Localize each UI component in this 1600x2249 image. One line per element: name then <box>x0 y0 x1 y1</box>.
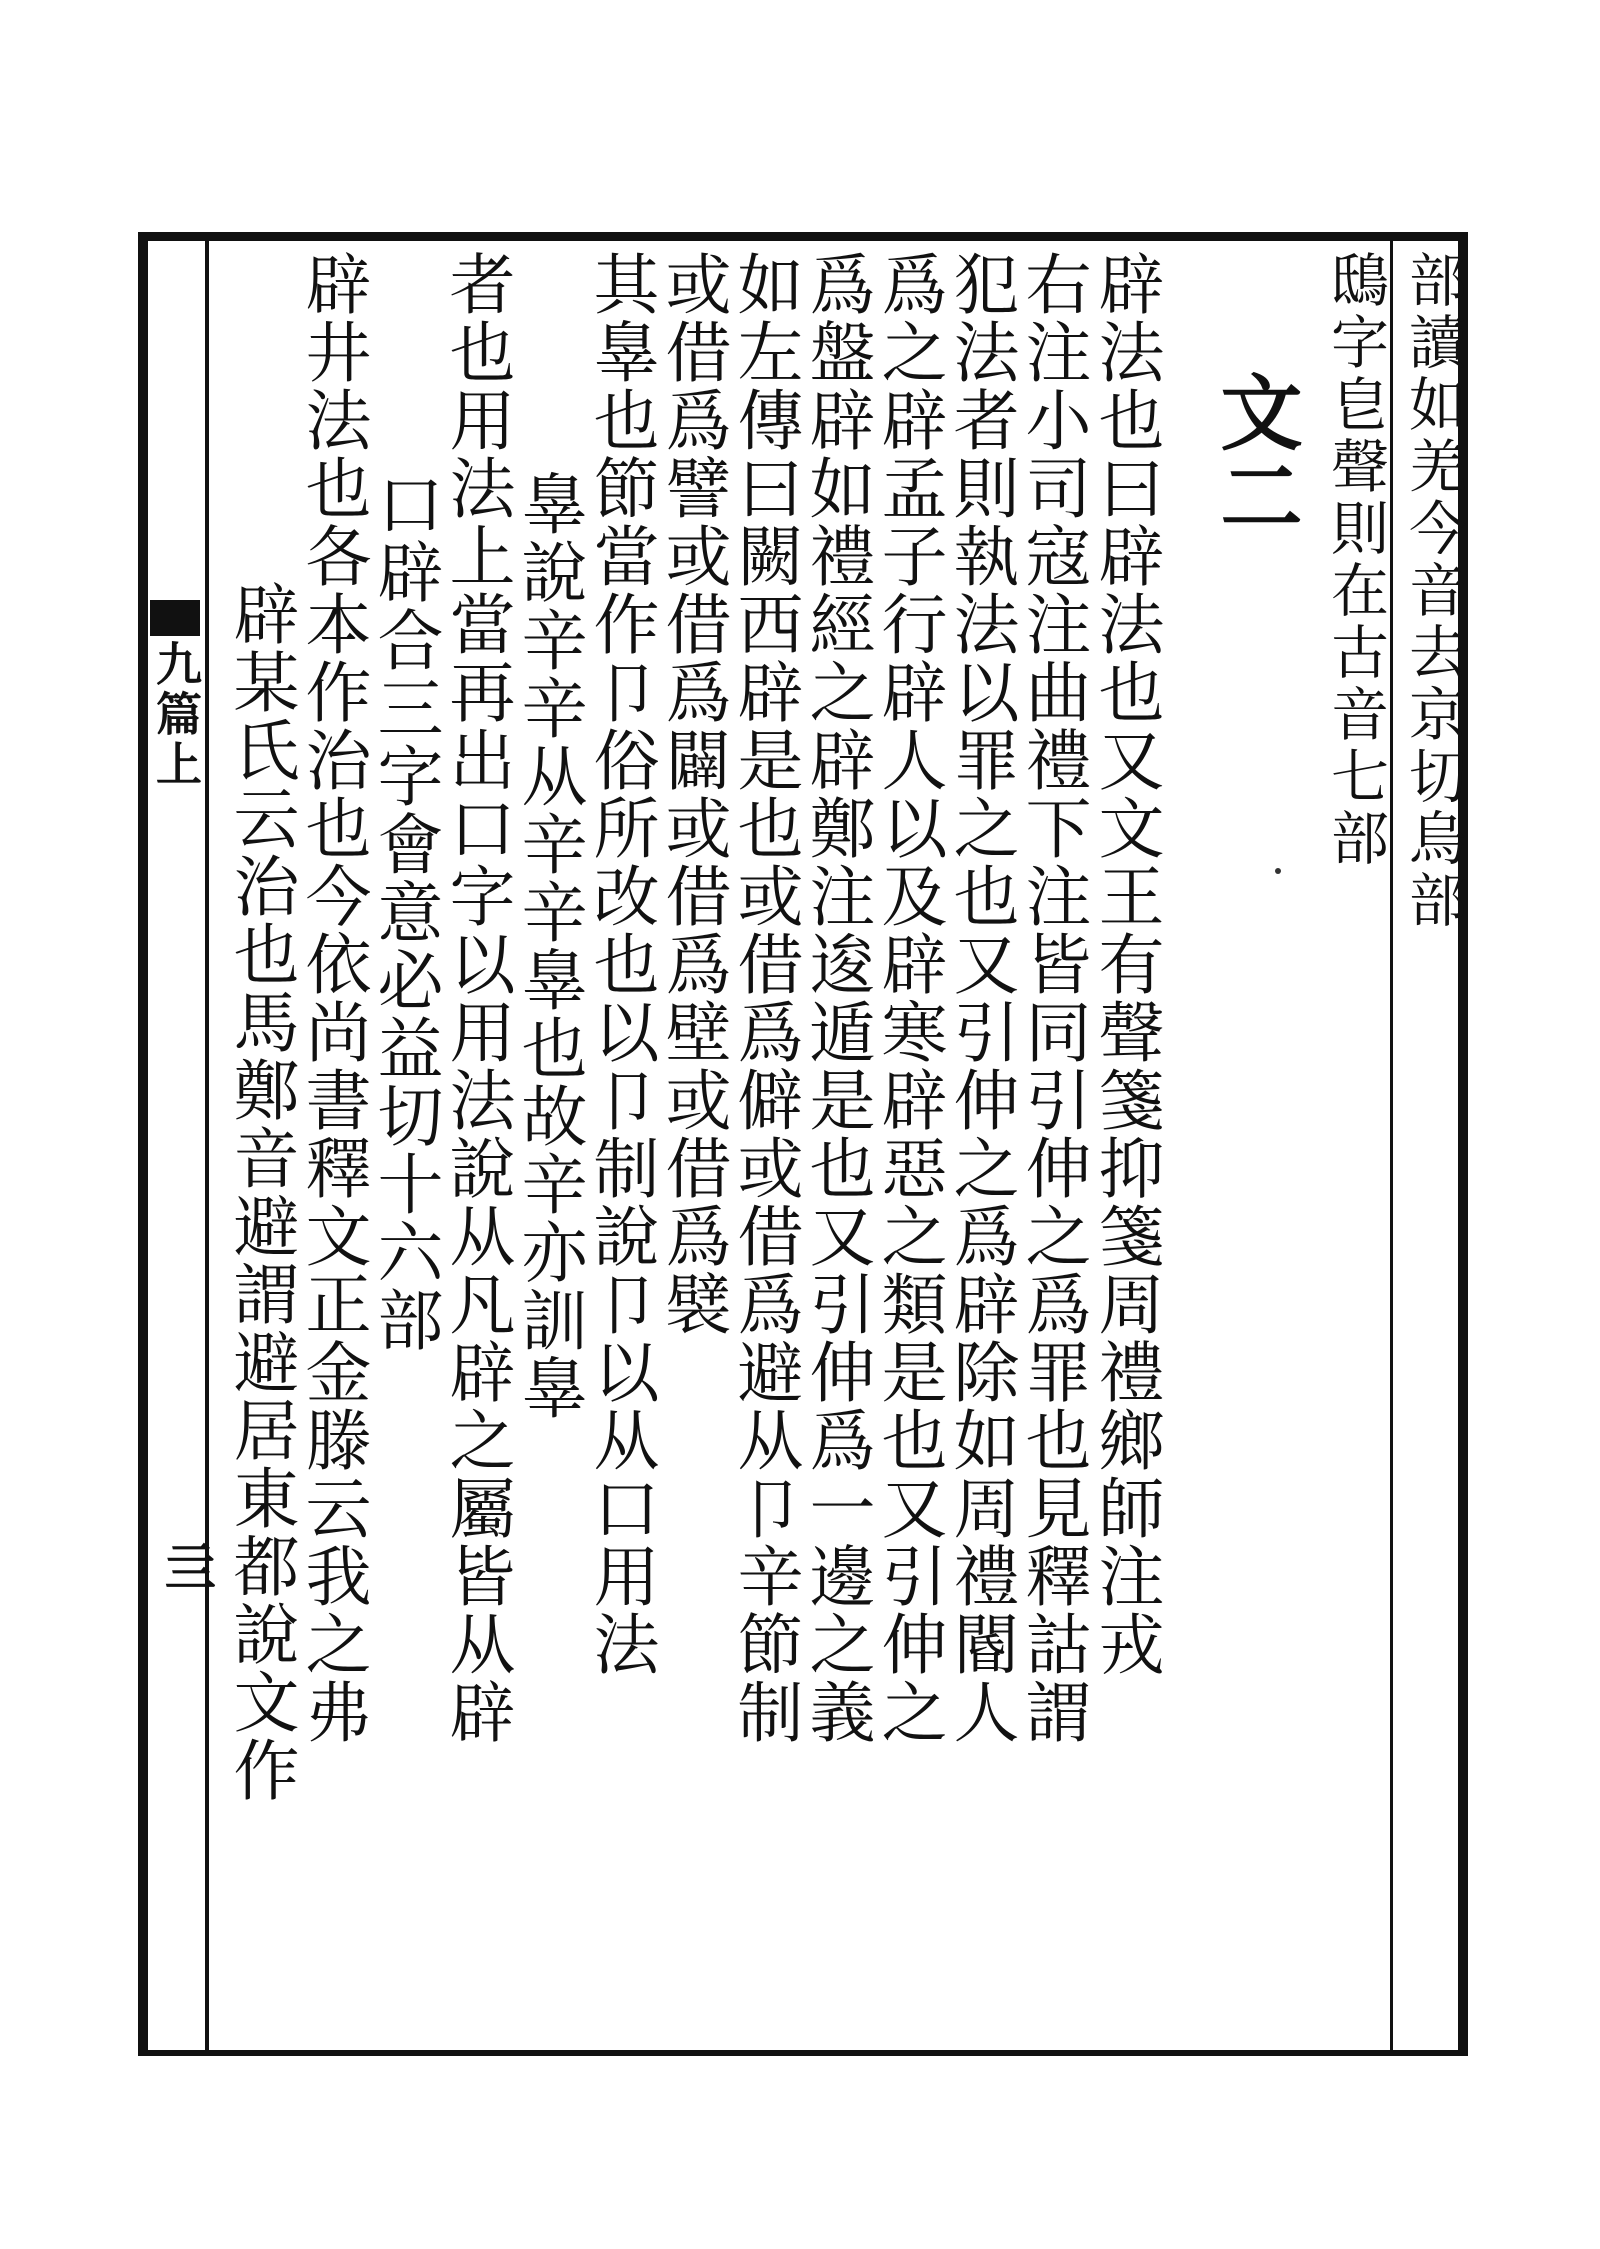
gutter-rule <box>205 232 209 2056</box>
text-column-6: 犯法者則執法以罪之也又引伸之爲辟除如周禮閽人 <box>942 250 1019 1746</box>
gutter-fishtail-mark <box>150 600 200 636</box>
text-column-10: 或借爲譬或借爲闢或借爲壁或借爲襞 <box>654 250 731 1338</box>
text-column-7: 爲之辟孟子行辟人以及辟寒辟惡之類是也又引伸之 <box>870 250 947 1746</box>
text-column-13: 者也用法上當再出口字以用法說从凡辟之屬皆从辟 <box>438 250 515 1746</box>
text-column-4: 辟法也曰辟法也又文王有聲箋抑箋周禮鄉師注戎 <box>1087 250 1164 1678</box>
section-count: 文二 <box>1207 370 1303 538</box>
text-column-9: 如左傳曰闕西辟是也或借爲僻或借爲避从卩辛節制 <box>726 250 803 1746</box>
frame-bottom-rule <box>138 2050 1468 2056</box>
text-column-15: 辟井法也各本作治也今依尚書釋文正金滕云我之弗 <box>294 250 371 1746</box>
ink-speck <box>1275 868 1281 874</box>
text-column-2: 鴟字皀聲則在古音七部 <box>1321 250 1389 870</box>
text-column-14: 口辟合三字會意必益切十六部 <box>366 470 443 1354</box>
text-column-12: 辠說辛辛从辛辛辠也故辛亦訓辠 <box>510 470 587 1422</box>
text-column-11: 其辠也節當作卩俗所改也以卩制說卩以从口用法 <box>582 250 659 1678</box>
frame-inner-rule <box>1390 232 1393 2056</box>
text-column-16: 辟某氏云治也馬鄭音避謂避居東都說文作 <box>222 580 299 1804</box>
page-number: 亖 <box>155 1540 216 1592</box>
frame-left-rule <box>138 232 148 2056</box>
gutter-chapter-title: 九篇上 <box>149 640 203 790</box>
frame-top-rule <box>138 232 1468 241</box>
text-column-1: 部讀如羌今音去京切烏部 <box>1399 250 1467 932</box>
text-column-5: 右注小司寇注曲禮下注皆同引伸之爲罪也見釋詁謂 <box>1014 250 1091 1746</box>
text-column-8: 爲盤辟如禮經之辟鄭注逡遁是也又引伸爲一邊之義 <box>798 250 875 1746</box>
